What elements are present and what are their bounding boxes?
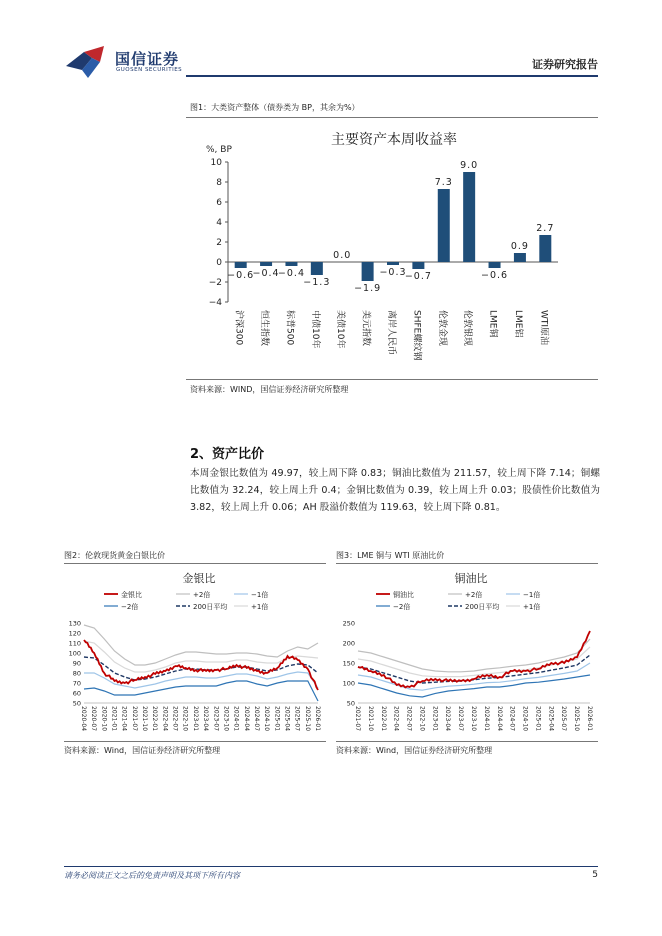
chart1-data-label: 9.0 xyxy=(460,160,479,171)
figure2-top-rule xyxy=(64,563,326,564)
chart1-category-label: 伦敦金现 xyxy=(436,310,447,347)
y-tick-label: 200 xyxy=(342,639,355,648)
chart1-data-label: −1.9 xyxy=(354,283,382,294)
chart1-data-label: −0.7 xyxy=(404,271,432,282)
chart1-ylabel: %, BP xyxy=(206,145,232,155)
section-title: 2、资产比价 xyxy=(190,447,265,462)
chart1-bar xyxy=(463,172,475,262)
x-tick-label: 2024-10 xyxy=(263,706,271,732)
legend-label: −1倍 xyxy=(251,591,269,599)
chart1-data-label: −0.6 xyxy=(227,270,255,281)
chart1-bar xyxy=(311,262,323,275)
x-tick-label: 2025-04 xyxy=(283,706,291,732)
chart1-bar xyxy=(362,262,374,281)
chart1-y-tick-label: 4 xyxy=(216,218,222,228)
logo-text-en: GUOSEN SECURITIES xyxy=(116,67,183,73)
x-tick-label: 2025-07 xyxy=(293,706,301,732)
chart1-bar xyxy=(489,262,501,268)
x-tick-label: 2023-01 xyxy=(191,706,199,732)
figure3-bottom-rule xyxy=(336,741,598,742)
chart1-y-tick-label: 2 xyxy=(216,238,222,248)
x-tick-label: 2023-07 xyxy=(457,706,465,732)
y-tick-label: 250 xyxy=(342,619,355,628)
figure1-top-rule xyxy=(186,117,598,118)
chart1-category-label: 离岸人民币 xyxy=(386,310,396,356)
figure2-bottom-rule xyxy=(64,741,326,742)
gold-silver-ratio-chart xyxy=(64,566,326,740)
chart1-y-tick-label: 8 xyxy=(216,178,222,188)
x-tick-label: 2022-01 xyxy=(151,706,159,732)
chart1-category-label: LME铜 xyxy=(487,310,498,338)
chart1-category-label: WTI原油 xyxy=(538,310,549,346)
chart1-bar xyxy=(260,262,272,266)
x-tick-label: 2025-07 xyxy=(560,706,568,732)
chart1-bar xyxy=(514,253,526,262)
section-paragraph: 本周金银比数值为 49.97，较上周下降 0.83；铜油比数值为 211.57，较上周下降 7.14；铜螺比数值为 32.24，较上周上升 0.4；金铜比数值为 0.39，较上周上升 0.03；股债性价比数值为 3.82，较上周上升 0.06；AH 股溢价数值为 119.63，较上周下降 0.81。 xyxy=(190,468,600,513)
x-tick-label: 2021-07 xyxy=(354,706,361,732)
x-tick-label: 2023-04 xyxy=(444,706,452,732)
x-tick-label: 2024-07 xyxy=(508,706,516,732)
chart1-data-label: −1.3 xyxy=(303,277,331,288)
y-tick-label: 100 xyxy=(68,649,81,658)
x-tick-label: 2026-01 xyxy=(314,706,321,732)
y-tick-label: 60 xyxy=(72,689,81,698)
chart1-data-label: 2.7 xyxy=(536,223,555,234)
x-tick-label: 2022-10 xyxy=(181,706,189,732)
x-tick-label: 2023-04 xyxy=(202,706,210,732)
x-tick-label: 2021-01 xyxy=(110,706,118,732)
header-rule xyxy=(186,75,598,77)
chart1-data-label: −0.3 xyxy=(379,267,407,278)
x-tick-label: 2025-01 xyxy=(273,706,281,732)
x-tick-label: 2023-10 xyxy=(222,706,230,732)
y-tick-label: 120 xyxy=(68,629,81,638)
chart1-category-label: 中债10年 xyxy=(309,310,320,349)
page-number: 5 xyxy=(592,870,598,880)
x-tick-label: 2020-04 xyxy=(80,706,87,732)
x-tick-label: 2024-04 xyxy=(495,706,503,732)
x-tick-label: 2024-01 xyxy=(232,706,240,732)
legend-label: +2倍 xyxy=(193,591,211,599)
report-type: 证券研究报告 xyxy=(532,58,598,71)
chart1-category-label: 美元指数 xyxy=(360,310,371,347)
chart1-bar xyxy=(539,235,551,262)
chart1-data-label: −0.4 xyxy=(252,268,280,279)
legend-label: +1倍 xyxy=(523,603,541,611)
series-line xyxy=(84,625,318,665)
x-tick-label: 2022-04 xyxy=(161,706,169,732)
logo-text-cn: 国信证券 xyxy=(115,50,180,68)
figure2-caption: 图2：伦敦现货黄金白银比价 xyxy=(64,551,166,560)
x-tick-label: 2021-04 xyxy=(120,706,128,732)
x-tick-label: 2025-04 xyxy=(547,706,555,732)
chart1-bar xyxy=(412,262,424,269)
legend-label: 200日平均 xyxy=(465,603,500,611)
legend-label: 200日平均 xyxy=(193,603,228,611)
figure1-caption: 图1：大类资产整体（债券类为 BP，其余为%） xyxy=(190,103,360,112)
figure3-caption: 图3：LME 铜与 WTI 原油比价 xyxy=(336,551,445,560)
chart1-bar xyxy=(235,262,247,268)
y-tick-label: 150 xyxy=(342,659,355,668)
x-tick-label: 2021-07 xyxy=(130,706,138,732)
x-tick-label: 2022-07 xyxy=(171,706,179,732)
chart1-category-label: 标普500 xyxy=(284,310,295,346)
line-chart-title: 金银比 xyxy=(182,572,216,585)
x-tick-label: 2022-07 xyxy=(405,706,413,732)
legend-label: 铜油比 xyxy=(393,591,414,599)
asset-returns-bar-chart xyxy=(186,120,598,378)
y-tick-label: 130 xyxy=(68,619,81,628)
x-tick-label: 2020-07 xyxy=(90,706,98,732)
chart1-category-label: LME铝 xyxy=(512,310,523,338)
chart1-bar xyxy=(438,189,450,262)
legend-label: −2倍 xyxy=(393,603,411,611)
x-tick-label: 2025-10 xyxy=(303,706,311,732)
series-line xyxy=(358,663,590,690)
legend-label: −1倍 xyxy=(523,591,541,599)
chart1-category-label: 美债10年 xyxy=(335,310,346,349)
chart1-y-tick-label: 6 xyxy=(216,198,222,208)
chart1-y-tick-label: −2 xyxy=(208,278,222,288)
x-tick-label: 2021-10 xyxy=(141,706,149,732)
chart1-category-label: 恒生指数 xyxy=(259,310,270,347)
chart1-title: 主要资产本周收益率 xyxy=(331,132,457,148)
legend-label: 金银比 xyxy=(121,591,142,599)
chart1-category-label: 伦敦银现 xyxy=(462,310,473,347)
guosen-logo-icon xyxy=(64,44,114,80)
x-tick-label: 2024-04 xyxy=(242,706,250,732)
x-tick-label: 2020-10 xyxy=(100,706,108,732)
figure3-top-rule xyxy=(336,563,598,564)
y-tick-label: 110 xyxy=(68,639,81,648)
chart1-category-label: 沪深300 xyxy=(233,310,244,346)
y-tick-label: 50 xyxy=(346,699,355,708)
x-tick-label: 2024-07 xyxy=(252,706,260,732)
y-tick-label: 70 xyxy=(72,679,81,688)
chart1-y-tick-label: 10 xyxy=(210,158,222,168)
footer-rule xyxy=(64,866,598,867)
series-line xyxy=(84,681,318,701)
chart1-bar xyxy=(387,262,399,265)
chart1-y-tick-label: −4 xyxy=(208,298,222,308)
chart1-data-label: −0.4 xyxy=(277,268,306,279)
figure3-source: 资料来源：Wind，国信证券经济研究所整理 xyxy=(336,746,493,755)
legend-label: −2倍 xyxy=(121,603,139,611)
x-tick-label: 2023-01 xyxy=(431,706,439,732)
chart1-data-label: 0.9 xyxy=(510,241,529,252)
legend-label: +1倍 xyxy=(251,603,269,611)
chart1-category-label: SHFE螺纹钢 xyxy=(411,310,422,361)
copper-oil-ratio-chart xyxy=(336,566,598,740)
footer-disclaimer: 请务必阅读正文之后的免责声明及其项下所有内容 xyxy=(64,871,240,880)
x-tick-label: 2022-01 xyxy=(379,706,387,732)
chart1-data-label: −0.6 xyxy=(480,270,509,281)
series-line xyxy=(358,639,590,672)
x-tick-label: 2022-04 xyxy=(392,706,400,732)
x-tick-label: 2023-10 xyxy=(470,706,477,732)
x-tick-label: 2025-10 xyxy=(573,706,581,732)
line-chart-title: 铜油比 xyxy=(454,572,488,585)
y-tick-label: 80 xyxy=(72,669,81,678)
chart1-data-label: 7.3 xyxy=(434,177,453,188)
x-tick-label: 2022-10 xyxy=(418,706,426,732)
figure2-source: 资料来源：Wind，国信证券经济研究所整理 xyxy=(64,746,221,755)
x-tick-label: 2024-01 xyxy=(482,706,490,732)
chart1-data-label: 0.0 xyxy=(333,250,352,261)
chart1-y-tick-label: 0 xyxy=(216,258,222,268)
y-tick-label: 90 xyxy=(72,659,81,668)
figure1-bottom-rule xyxy=(186,379,598,380)
y-tick-label: 100 xyxy=(342,679,355,688)
x-tick-label: 2025-01 xyxy=(534,706,542,732)
x-tick-label: 2023-07 xyxy=(212,706,220,732)
x-tick-label: 2021-10 xyxy=(366,706,374,732)
x-tick-label: 2026-01 xyxy=(586,706,593,732)
legend-label: +2倍 xyxy=(465,591,483,599)
y-tick-label: 50 xyxy=(72,699,81,708)
x-tick-label: 2024-10 xyxy=(521,706,529,732)
chart1-bar xyxy=(285,262,297,266)
figure1-source: 资料来源：WIND，国信证券经济研究所整理 xyxy=(190,385,349,394)
